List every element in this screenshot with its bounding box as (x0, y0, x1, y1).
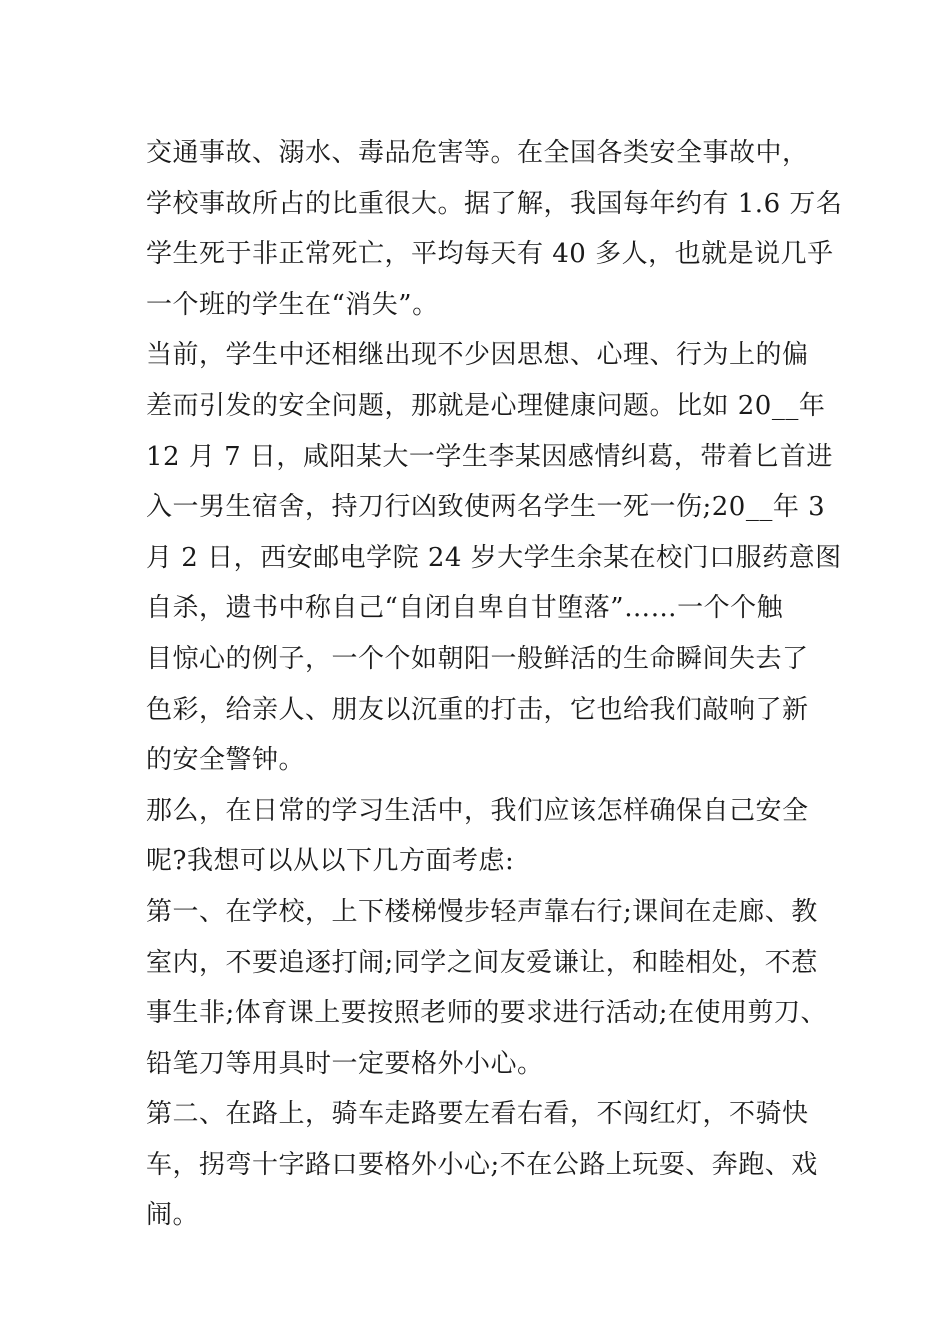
text-line: 目惊心的例子，一个个如朝阳一般鲜活的生命瞬间失去了 (146, 643, 809, 674)
text-line: 车，拐弯十字路口要格外小心;不在公路上玩耍、奔跑、戏 (146, 1149, 818, 1180)
text-line: 月 2 日，西安邮电学院 24 岁大学生余某在校门口服药意图 (146, 542, 842, 573)
text-line: 当前，学生中还相继出现不少因思想、心理、行为上的偏 (146, 340, 809, 371)
text-line: 学生死于非正常死亡，平均每天有 40 多人，也就是说几乎 (146, 239, 834, 270)
text-line: 铅笔刀等用具时一定要格外小心。 (146, 1048, 544, 1079)
text-line: 室内，不要追逐打闹;同学之间友爱谦让，和睦相处，不惹 (146, 947, 818, 978)
text-line: 学校事故所占的比重很大。据了解，我国每年约有 1.6 万名 (146, 188, 843, 219)
text-line: 事生非;体育课上要按照老师的要求进行活动;在使用剪刀、 (146, 998, 828, 1029)
text-line: 入一男生宿舍，持刀行凶致使两名学生一死一伤;20__年 3 (146, 492, 826, 523)
document-body (146, 128, 843, 1241)
text-line: 一个班的学生在“消失”。 (146, 289, 439, 320)
text-line: 自杀，遗书中称自己“自闭自卑自甘堕落”……一个个触 (146, 593, 784, 624)
text-line: 呢?我想可以从以下几方面考虑: (146, 846, 515, 877)
text-line: 12 月 7 日，咸阳某大一学生李某因感情纠葛，带着匕首进 (146, 441, 833, 472)
text-line: 第二、在路上，骑车走路要左看右看，不闯红灯，不骑快 (146, 1099, 809, 1130)
text-line: 那么，在日常的学习生活中，我们应该怎样确保自己安全 (146, 795, 809, 826)
text-line: 闹。 (146, 1200, 200, 1231)
text-line: 色彩，给亲人、朋友以沉重的打击，它也给我们敲响了新 (146, 694, 809, 725)
text-line: 差而引发的安全问题，那就是心理健康问题。比如 20__年 (146, 390, 826, 421)
text-line: 第一、在学校，上下楼梯慢步轻声靠右行;课间在走廊、教 (146, 896, 818, 927)
text-line: 交通事故、溺水、毒品危害等。在全国各类安全事故中， (146, 138, 809, 168)
text-line: 的安全警钟。 (146, 745, 306, 776)
